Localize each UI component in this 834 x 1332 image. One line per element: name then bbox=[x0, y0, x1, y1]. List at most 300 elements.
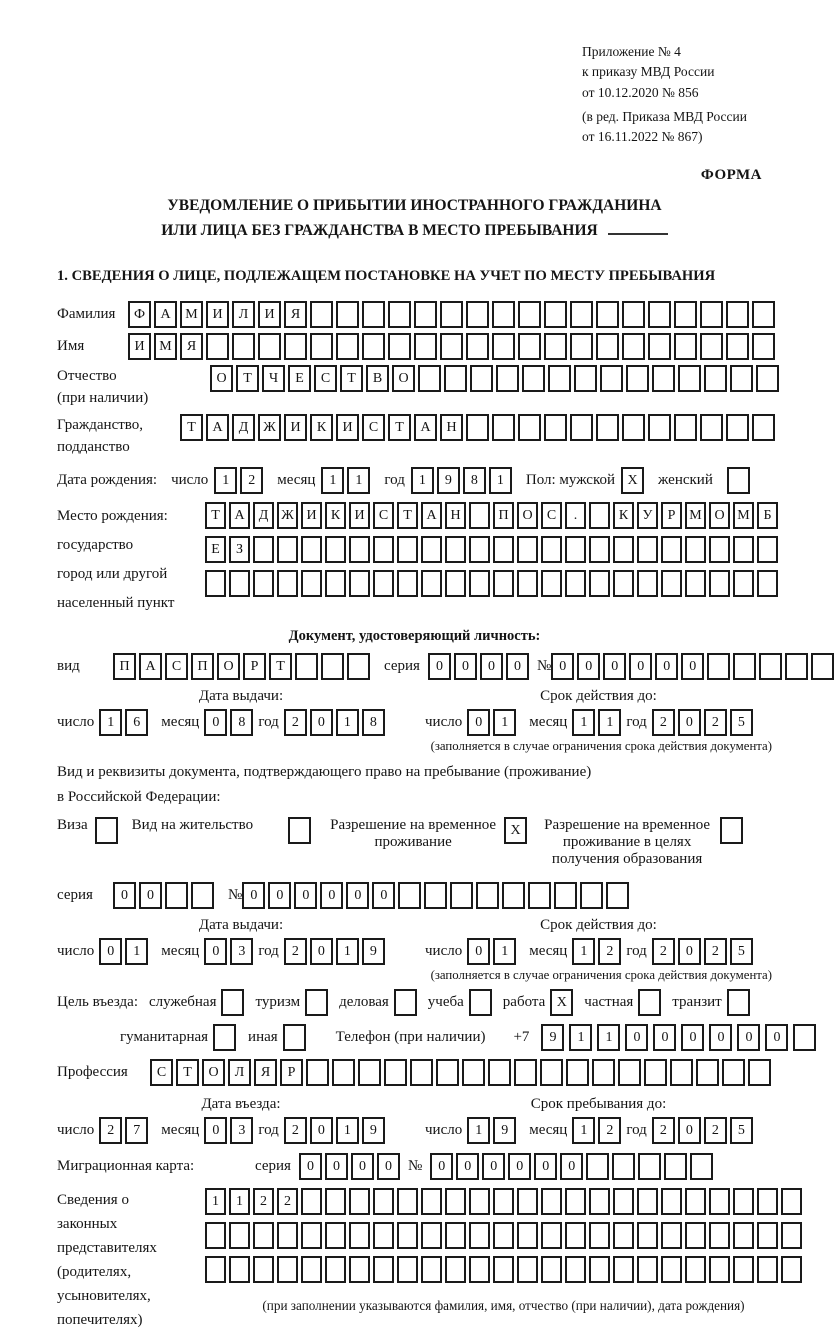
form-cell[interactable] bbox=[229, 570, 250, 597]
form-cell[interactable] bbox=[733, 536, 754, 563]
form-cell[interactable]: 0 bbox=[560, 1153, 583, 1180]
form-cell[interactable]: Ж bbox=[258, 414, 281, 441]
form-cell[interactable]: 2 bbox=[284, 709, 307, 736]
form-cell[interactable]: И bbox=[206, 301, 229, 328]
form-cell[interactable] bbox=[349, 536, 370, 563]
form-cell[interactable] bbox=[283, 1024, 306, 1051]
form-cell[interactable] bbox=[205, 1256, 226, 1283]
form-cell[interactable]: 0 bbox=[456, 1153, 479, 1180]
form-cell[interactable]: И bbox=[284, 414, 307, 441]
form-cell[interactable] bbox=[565, 536, 586, 563]
form-cell[interactable]: З bbox=[229, 536, 250, 563]
form-cell[interactable] bbox=[528, 882, 551, 909]
form-cell[interactable]: 0 bbox=[310, 709, 333, 736]
form-cell[interactable] bbox=[492, 301, 515, 328]
form-cell[interactable] bbox=[445, 1222, 466, 1249]
form-cell[interactable] bbox=[596, 333, 619, 360]
form-cell[interactable]: 0 bbox=[678, 938, 701, 965]
res-issue-month-field[interactable] bbox=[204, 938, 253, 965]
form-cell[interactable] bbox=[613, 536, 634, 563]
form-cell[interactable]: 0 bbox=[480, 653, 503, 680]
form-cell[interactable] bbox=[191, 882, 214, 909]
form-cell[interactable] bbox=[493, 570, 514, 597]
form-cell[interactable]: 2 bbox=[652, 938, 675, 965]
form-cell[interactable]: Р bbox=[661, 502, 682, 529]
form-cell[interactable] bbox=[700, 333, 723, 360]
form-cell[interactable] bbox=[388, 301, 411, 328]
form-cell[interactable] bbox=[310, 333, 333, 360]
form-cell[interactable]: Т bbox=[176, 1059, 199, 1086]
form-cell[interactable]: П bbox=[113, 653, 136, 680]
form-cell[interactable]: 0 bbox=[294, 882, 317, 909]
form-cell[interactable] bbox=[469, 570, 490, 597]
form-cell[interactable]: Т bbox=[397, 502, 418, 529]
form-cell[interactable] bbox=[756, 365, 779, 392]
form-cell[interactable] bbox=[517, 1188, 538, 1215]
form-cell[interactable] bbox=[674, 333, 697, 360]
form-cell[interactable]: 1 bbox=[572, 938, 595, 965]
form-cell[interactable] bbox=[518, 333, 541, 360]
form-cell[interactable]: 2 bbox=[598, 938, 621, 965]
form-cell[interactable] bbox=[496, 365, 519, 392]
res-issue-day-field[interactable] bbox=[99, 938, 148, 965]
form-cell[interactable] bbox=[785, 653, 808, 680]
form-cell[interactable] bbox=[522, 365, 545, 392]
form-cell[interactable]: 0 bbox=[655, 653, 678, 680]
form-cell[interactable] bbox=[685, 536, 706, 563]
form-cell[interactable]: 8 bbox=[230, 709, 253, 736]
birth-day-field[interactable] bbox=[214, 467, 263, 494]
purpose-tourism-checkbox[interactable] bbox=[305, 989, 328, 1016]
form-cell[interactable] bbox=[638, 1153, 661, 1180]
form-cell[interactable] bbox=[277, 1222, 298, 1249]
form-cell[interactable]: 0 bbox=[681, 653, 704, 680]
form-cell[interactable] bbox=[445, 1256, 466, 1283]
form-cell[interactable] bbox=[574, 365, 597, 392]
form-cell[interactable]: С bbox=[541, 502, 562, 529]
form-cell[interactable]: 9 bbox=[362, 1117, 385, 1144]
form-cell[interactable]: X bbox=[621, 467, 644, 494]
birth-year-field[interactable] bbox=[411, 467, 512, 494]
form-cell[interactable]: О bbox=[517, 502, 538, 529]
form-cell[interactable] bbox=[445, 570, 466, 597]
form-cell[interactable]: К bbox=[310, 414, 333, 441]
form-cell[interactable]: 0 bbox=[430, 1153, 453, 1180]
form-cell[interactable] bbox=[622, 414, 645, 441]
form-cell[interactable] bbox=[752, 414, 775, 441]
form-cell[interactable]: 3 bbox=[230, 938, 253, 965]
form-cell[interactable]: С bbox=[150, 1059, 173, 1086]
form-cell[interactable]: 7 bbox=[125, 1117, 148, 1144]
form-cell[interactable]: 0 bbox=[765, 1024, 788, 1051]
form-cell[interactable] bbox=[301, 570, 322, 597]
form-cell[interactable] bbox=[700, 414, 723, 441]
form-cell[interactable]: Л bbox=[232, 301, 255, 328]
residence-series-field[interactable] bbox=[113, 882, 214, 909]
form-cell[interactable]: 2 bbox=[652, 709, 675, 736]
form-cell[interactable]: 0 bbox=[467, 938, 490, 965]
form-cell[interactable] bbox=[229, 1222, 250, 1249]
form-cell[interactable] bbox=[793, 1024, 816, 1051]
form-cell[interactable]: М bbox=[685, 502, 706, 529]
purpose-business-checkbox[interactable] bbox=[394, 989, 417, 1016]
form-cell[interactable]: Н bbox=[445, 502, 466, 529]
valid-day-field[interactable] bbox=[467, 709, 516, 736]
form-cell[interactable]: 0 bbox=[678, 709, 701, 736]
form-cell[interactable] bbox=[544, 414, 567, 441]
form-cell[interactable] bbox=[548, 365, 571, 392]
form-cell[interactable]: Ф bbox=[128, 301, 151, 328]
form-cell[interactable]: О bbox=[709, 502, 730, 529]
form-cell[interactable] bbox=[493, 1188, 514, 1215]
form-cell[interactable] bbox=[709, 1188, 730, 1215]
form-cell[interactable]: 0 bbox=[508, 1153, 531, 1180]
issue-year-field[interactable] bbox=[284, 709, 385, 736]
surname-field[interactable] bbox=[128, 301, 775, 328]
form-cell[interactable]: 5 bbox=[730, 938, 753, 965]
form-cell[interactable]: У bbox=[637, 502, 658, 529]
form-cell[interactable] bbox=[373, 1222, 394, 1249]
form-cell[interactable]: 0 bbox=[653, 1024, 676, 1051]
form-cell[interactable] bbox=[362, 333, 385, 360]
form-cell[interactable] bbox=[325, 1256, 346, 1283]
option-visa-checkbox[interactable] bbox=[95, 817, 118, 844]
form-cell[interactable] bbox=[373, 536, 394, 563]
form-cell[interactable] bbox=[325, 536, 346, 563]
form-cell[interactable] bbox=[421, 1188, 442, 1215]
form-cell[interactable] bbox=[759, 653, 782, 680]
form-cell[interactable] bbox=[394, 989, 417, 1016]
entry-day-field[interactable] bbox=[99, 1117, 148, 1144]
form-cell[interactable] bbox=[704, 365, 727, 392]
form-cell[interactable]: В bbox=[366, 365, 389, 392]
form-cell[interactable] bbox=[421, 570, 442, 597]
form-cell[interactable] bbox=[253, 1222, 274, 1249]
res-valid-year-field[interactable] bbox=[652, 938, 753, 965]
form-cell[interactable] bbox=[301, 536, 322, 563]
form-cell[interactable]: 0 bbox=[681, 1024, 704, 1051]
form-cell[interactable] bbox=[493, 1222, 514, 1249]
form-cell[interactable] bbox=[206, 333, 229, 360]
form-cell[interactable] bbox=[540, 1059, 563, 1086]
form-cell[interactable] bbox=[541, 570, 562, 597]
form-cell[interactable] bbox=[652, 365, 675, 392]
purpose-work-checkbox[interactable] bbox=[550, 989, 573, 1016]
form-cell[interactable]: С bbox=[362, 414, 385, 441]
form-cell[interactable]: Л bbox=[228, 1059, 251, 1086]
form-cell[interactable] bbox=[397, 536, 418, 563]
form-cell[interactable] bbox=[709, 1222, 730, 1249]
form-cell[interactable]: 2 bbox=[253, 1188, 274, 1215]
citizenship-field[interactable] bbox=[180, 414, 775, 441]
form-cell[interactable]: 1 bbox=[597, 1024, 620, 1051]
form-cell[interactable]: С bbox=[314, 365, 337, 392]
form-cell[interactable]: . bbox=[565, 502, 586, 529]
form-cell[interactable] bbox=[205, 570, 226, 597]
entry-year-field[interactable] bbox=[284, 1117, 385, 1144]
form-cell[interactable]: 1 bbox=[347, 467, 370, 494]
form-cell[interactable]: 9 bbox=[437, 467, 460, 494]
form-cell[interactable] bbox=[232, 333, 255, 360]
form-cell[interactable]: К bbox=[325, 502, 346, 529]
form-cell[interactable]: 1 bbox=[214, 467, 237, 494]
form-cell[interactable]: 1 bbox=[229, 1188, 250, 1215]
form-cell[interactable]: 9 bbox=[493, 1117, 516, 1144]
phone-field[interactable] bbox=[541, 1024, 816, 1051]
form-cell[interactable]: 2 bbox=[704, 938, 727, 965]
form-cell[interactable] bbox=[418, 365, 441, 392]
form-cell[interactable] bbox=[613, 1256, 634, 1283]
form-cell[interactable]: 0 bbox=[737, 1024, 760, 1051]
form-cell[interactable] bbox=[722, 1059, 745, 1086]
form-cell[interactable] bbox=[466, 333, 489, 360]
form-cell[interactable] bbox=[301, 1222, 322, 1249]
form-cell[interactable]: 2 bbox=[598, 1117, 621, 1144]
form-cell[interactable]: 0 bbox=[482, 1153, 505, 1180]
form-cell[interactable] bbox=[258, 333, 281, 360]
form-cell[interactable]: О bbox=[210, 365, 233, 392]
form-cell[interactable] bbox=[638, 989, 661, 1016]
form-cell[interactable] bbox=[727, 989, 750, 1016]
form-cell[interactable]: 2 bbox=[99, 1117, 122, 1144]
form-cell[interactable] bbox=[165, 882, 188, 909]
form-cell[interactable] bbox=[592, 1059, 615, 1086]
form-cell[interactable] bbox=[221, 989, 244, 1016]
form-cell[interactable] bbox=[733, 1222, 754, 1249]
form-cell[interactable] bbox=[589, 570, 610, 597]
form-cell[interactable] bbox=[570, 301, 593, 328]
form-cell[interactable]: 1 bbox=[598, 709, 621, 736]
form-cell[interactable]: Т bbox=[180, 414, 203, 441]
form-cell[interactable]: Н bbox=[440, 414, 463, 441]
form-cell[interactable]: С bbox=[165, 653, 188, 680]
form-cell[interactable] bbox=[618, 1059, 641, 1086]
form-cell[interactable]: 0 bbox=[629, 653, 652, 680]
form-cell[interactable]: 0 bbox=[320, 882, 343, 909]
form-cell[interactable] bbox=[373, 570, 394, 597]
form-cell[interactable] bbox=[440, 333, 463, 360]
form-cell[interactable] bbox=[733, 1256, 754, 1283]
form-cell[interactable] bbox=[349, 1256, 370, 1283]
form-cell[interactable]: 2 bbox=[704, 709, 727, 736]
form-cell[interactable]: 0 bbox=[325, 1153, 348, 1180]
form-cell[interactable] bbox=[648, 414, 671, 441]
form-cell[interactable] bbox=[696, 1059, 719, 1086]
form-cell[interactable]: 0 bbox=[113, 882, 136, 909]
form-cell[interactable] bbox=[613, 1188, 634, 1215]
form-cell[interactable]: 1 bbox=[321, 467, 344, 494]
form-cell[interactable] bbox=[637, 1188, 658, 1215]
purpose-other-checkbox[interactable] bbox=[283, 1024, 306, 1051]
form-cell[interactable] bbox=[637, 536, 658, 563]
form-cell[interactable]: 0 bbox=[506, 653, 529, 680]
form-cell[interactable]: Ч bbox=[262, 365, 285, 392]
form-cell[interactable] bbox=[606, 882, 629, 909]
form-cell[interactable] bbox=[589, 1222, 610, 1249]
form-cell[interactable] bbox=[305, 989, 328, 1016]
form-cell[interactable] bbox=[347, 653, 370, 680]
form-cell[interactable] bbox=[277, 570, 298, 597]
valid-month-field[interactable] bbox=[572, 709, 621, 736]
form-cell[interactable]: 1 bbox=[569, 1024, 592, 1051]
form-cell[interactable]: М bbox=[180, 301, 203, 328]
form-cell[interactable]: 0 bbox=[372, 882, 395, 909]
form-cell[interactable] bbox=[570, 333, 593, 360]
form-cell[interactable] bbox=[373, 1188, 394, 1215]
form-cell[interactable]: 0 bbox=[310, 938, 333, 965]
form-cell[interactable] bbox=[310, 301, 333, 328]
form-cell[interactable] bbox=[336, 301, 359, 328]
form-cell[interactable] bbox=[488, 1059, 511, 1086]
form-cell[interactable]: К bbox=[613, 502, 634, 529]
form-cell[interactable]: 5 bbox=[730, 709, 753, 736]
form-cell[interactable] bbox=[554, 882, 577, 909]
form-cell[interactable] bbox=[414, 301, 437, 328]
purpose-study-checkbox[interactable] bbox=[469, 989, 492, 1016]
entry-month-field[interactable] bbox=[204, 1117, 253, 1144]
form-cell[interactable] bbox=[700, 301, 723, 328]
form-cell[interactable] bbox=[470, 365, 493, 392]
form-cell[interactable] bbox=[541, 536, 562, 563]
form-cell[interactable] bbox=[414, 333, 437, 360]
form-cell[interactable]: 1 bbox=[336, 1117, 359, 1144]
form-cell[interactable] bbox=[781, 1222, 802, 1249]
legal-reps-field-row1[interactable] bbox=[205, 1188, 802, 1215]
form-cell[interactable] bbox=[544, 333, 567, 360]
form-cell[interactable] bbox=[748, 1059, 771, 1086]
form-cell[interactable] bbox=[362, 301, 385, 328]
form-cell[interactable] bbox=[622, 333, 645, 360]
form-cell[interactable]: 0 bbox=[467, 709, 490, 736]
form-cell[interactable] bbox=[709, 536, 730, 563]
form-cell[interactable]: А bbox=[414, 414, 437, 441]
form-cell[interactable]: А bbox=[229, 502, 250, 529]
purpose-private-checkbox[interactable] bbox=[638, 989, 661, 1016]
form-cell[interactable]: 1 bbox=[336, 938, 359, 965]
form-cell[interactable]: 0 bbox=[204, 1117, 227, 1144]
option-residence-permit-checkbox[interactable] bbox=[288, 817, 311, 844]
residence-number-field[interactable] bbox=[242, 882, 629, 909]
form-cell[interactable]: Ж bbox=[277, 502, 298, 529]
form-cell[interactable] bbox=[476, 882, 499, 909]
form-cell[interactable]: 0 bbox=[709, 1024, 732, 1051]
form-cell[interactable] bbox=[469, 1188, 490, 1215]
form-cell[interactable] bbox=[388, 333, 411, 360]
form-cell[interactable]: 0 bbox=[577, 653, 600, 680]
form-cell[interactable] bbox=[757, 570, 778, 597]
form-cell[interactable] bbox=[726, 414, 749, 441]
form-cell[interactable]: 0 bbox=[428, 653, 451, 680]
form-cell[interactable]: 1 bbox=[467, 1117, 490, 1144]
valid-year-field[interactable] bbox=[652, 709, 753, 736]
form-cell[interactable] bbox=[295, 653, 318, 680]
form-cell[interactable] bbox=[284, 333, 307, 360]
form-cell[interactable] bbox=[757, 1222, 778, 1249]
form-cell[interactable] bbox=[580, 882, 603, 909]
form-cell[interactable] bbox=[288, 817, 311, 844]
form-cell[interactable] bbox=[661, 570, 682, 597]
form-cell[interactable]: 0 bbox=[534, 1153, 557, 1180]
form-cell[interactable]: А bbox=[206, 414, 229, 441]
form-cell[interactable] bbox=[277, 1256, 298, 1283]
form-cell[interactable] bbox=[565, 1256, 586, 1283]
form-cell[interactable] bbox=[720, 817, 743, 844]
legal-reps-field-row3[interactable] bbox=[205, 1256, 802, 1283]
form-cell[interactable]: 2 bbox=[240, 467, 263, 494]
form-cell[interactable]: 1 bbox=[572, 1117, 595, 1144]
form-cell[interactable] bbox=[709, 1256, 730, 1283]
form-cell[interactable]: 9 bbox=[362, 938, 385, 965]
issue-month-field[interactable] bbox=[204, 709, 253, 736]
patronymic-field[interactable] bbox=[210, 365, 779, 392]
form-cell[interactable] bbox=[612, 1153, 635, 1180]
form-cell[interactable]: 1 bbox=[411, 467, 434, 494]
form-cell[interactable] bbox=[781, 1256, 802, 1283]
form-cell[interactable]: Д bbox=[232, 414, 255, 441]
form-cell[interactable]: И bbox=[301, 502, 322, 529]
form-cell[interactable]: 8 bbox=[362, 709, 385, 736]
form-cell[interactable] bbox=[349, 1188, 370, 1215]
form-cell[interactable] bbox=[466, 301, 489, 328]
purpose-humanitarian-checkbox[interactable] bbox=[213, 1024, 236, 1051]
form-cell[interactable] bbox=[517, 1256, 538, 1283]
form-cell[interactable] bbox=[644, 1059, 667, 1086]
form-cell[interactable]: 0 bbox=[603, 653, 626, 680]
form-cell[interactable] bbox=[466, 414, 489, 441]
form-cell[interactable]: 0 bbox=[242, 882, 265, 909]
form-cell[interactable] bbox=[518, 301, 541, 328]
form-cell[interactable]: 0 bbox=[377, 1153, 400, 1180]
form-cell[interactable] bbox=[397, 1256, 418, 1283]
form-cell[interactable] bbox=[733, 570, 754, 597]
form-cell[interactable] bbox=[661, 1188, 682, 1215]
form-cell[interactable] bbox=[492, 414, 515, 441]
form-cell[interactable] bbox=[589, 1188, 610, 1215]
form-cell[interactable]: О bbox=[392, 365, 415, 392]
birth-month-field[interactable] bbox=[321, 467, 370, 494]
doc-kind-field[interactable] bbox=[113, 653, 370, 680]
form-cell[interactable] bbox=[321, 653, 344, 680]
form-cell[interactable] bbox=[306, 1059, 329, 1086]
form-cell[interactable]: О bbox=[217, 653, 240, 680]
form-cell[interactable] bbox=[421, 1256, 442, 1283]
purpose-transit-checkbox[interactable] bbox=[727, 989, 750, 1016]
form-cell[interactable]: 0 bbox=[310, 1117, 333, 1144]
form-cell[interactable]: П bbox=[493, 502, 514, 529]
form-cell[interactable]: И bbox=[128, 333, 151, 360]
form-cell[interactable] bbox=[648, 301, 671, 328]
profession-field[interactable] bbox=[150, 1059, 771, 1086]
form-cell[interactable]: А bbox=[154, 301, 177, 328]
form-cell[interactable]: X bbox=[504, 817, 527, 844]
form-cell[interactable] bbox=[373, 1256, 394, 1283]
form-cell[interactable]: 0 bbox=[625, 1024, 648, 1051]
sex-female-checkbox[interactable] bbox=[727, 467, 750, 494]
form-cell[interactable] bbox=[541, 1222, 562, 1249]
doc-series-field[interactable] bbox=[428, 653, 529, 680]
form-cell[interactable] bbox=[445, 1188, 466, 1215]
form-cell[interactable] bbox=[544, 301, 567, 328]
option-temp-residence-checkbox[interactable] bbox=[504, 817, 527, 844]
form-cell[interactable] bbox=[469, 989, 492, 1016]
form-cell[interactable]: 1 bbox=[489, 467, 512, 494]
form-cell[interactable]: 6 bbox=[125, 709, 148, 736]
form-cell[interactable] bbox=[502, 882, 525, 909]
form-cell[interactable]: 8 bbox=[463, 467, 486, 494]
form-cell[interactable] bbox=[253, 570, 274, 597]
form-cell[interactable] bbox=[637, 1222, 658, 1249]
form-cell[interactable] bbox=[685, 1222, 706, 1249]
